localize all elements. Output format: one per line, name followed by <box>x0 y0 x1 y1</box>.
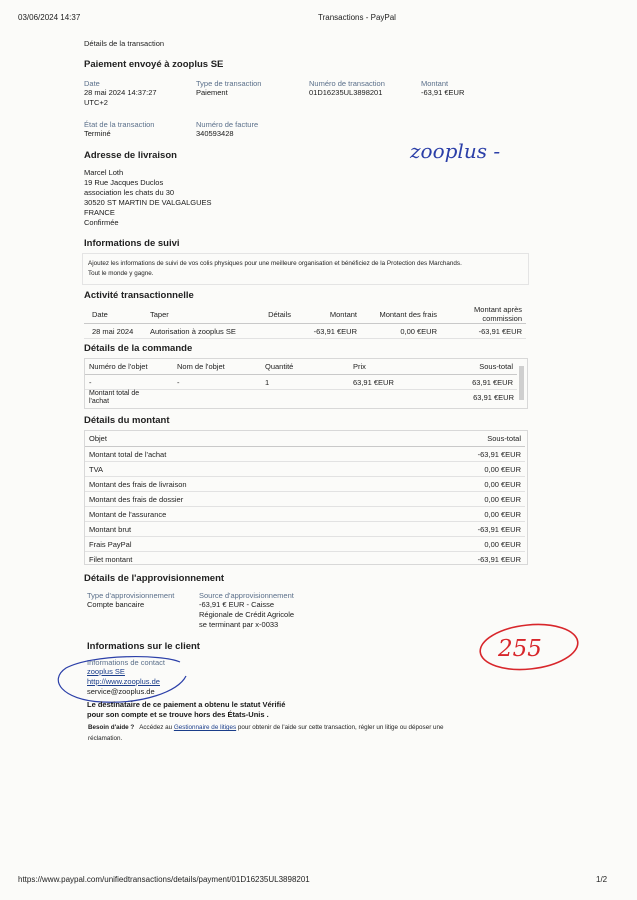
cell-label: Frais PayPal <box>85 537 381 552</box>
cell-value: 0,00 €EUR <box>381 477 525 492</box>
page-title: Détails de la transaction <box>84 39 165 48</box>
contact-label: Informations de contact <box>87 658 165 667</box>
print-datetime: 03/06/2024 14:37 <box>18 13 81 22</box>
address-line: Marcel Loth <box>84 168 124 177</box>
cell-label: Filet montant <box>89 554 133 564</box>
table-row <box>85 462 525 477</box>
state-label: État de la transaction <box>84 120 155 129</box>
amount-block <box>421 79 464 98</box>
funding-source-line: Régionale de Crédit Agricole <box>199 610 295 619</box>
print-tab-title: Transactions - PayPal <box>318 13 396 22</box>
help-text <box>88 723 518 733</box>
handwritten-number-text: 255 <box>498 636 542 662</box>
col-type: Taper <box>146 305 249 324</box>
order-total-label <box>89 390 139 406</box>
dispute-center-link[interactable]: Gestionnaire de litiges <box>173 724 237 731</box>
cell-value: -63,91 €EUR <box>477 554 521 564</box>
payment-heading: Paiement envoyé à zooplus SE <box>84 59 224 70</box>
txn-value[interactable]: 01D16235UL3898201 <box>309 88 383 97</box>
state-value: Terminé <box>84 129 111 138</box>
blue-circle-stroke <box>58 657 186 703</box>
amount-table <box>85 431 525 566</box>
cell-item-name: - <box>173 375 261 390</box>
order-header-row <box>85 359 517 375</box>
cell-value: 0,00 €EUR <box>381 507 525 522</box>
cell-fees: 0,00 €EUR <box>361 324 441 339</box>
cell-net: -63,91 €EUR <box>441 324 526 339</box>
state-block <box>84 120 154 139</box>
col-date: Date <box>84 305 146 324</box>
cell-label: Montant des frais de dossier <box>85 492 381 507</box>
col-net: Montant après commission <box>441 305 526 324</box>
table-row <box>85 477 525 492</box>
col-item-name: Nom de l'objet <box>173 359 261 375</box>
table-row[interactable] <box>84 324 526 339</box>
tracking-text-1: Ajoutez les informations de suivi de vos colis physiques pour une meilleure organisation et bénéficiez de la Protection des Marchands. <box>88 260 462 267</box>
cell-subtotal: 63,91 €EUR <box>437 375 517 390</box>
cell-label: Montant total de l'achat <box>85 447 381 462</box>
invoice-label: Numéro de facture <box>196 120 259 129</box>
help-text-c: réclamation. <box>88 735 123 742</box>
cell-label: Montant de l'assurance <box>85 507 381 522</box>
print-page-number: 1/2 <box>596 875 608 884</box>
invoice-value: 340593428 <box>196 129 234 138</box>
client-website-link[interactable]: http://www.zooplus.de <box>87 677 160 686</box>
activity-heading: Activité transactionnelle <box>84 290 194 301</box>
col-details: Détails <box>249 305 295 324</box>
activity-table <box>84 305 526 339</box>
order-heading: Détails de la commande <box>84 343 193 354</box>
activity-header-row <box>84 305 526 324</box>
order-total-value: 63,91 €EUR <box>473 393 514 402</box>
type-label: Type de transaction <box>196 79 262 88</box>
handwritten-note-text: zooplus - <box>410 139 501 163</box>
funding-source-line: se terminant par x-0033 <box>199 620 279 629</box>
order-total-label-line: Montant total de <box>89 390 140 397</box>
address-line: FRANCE <box>84 208 115 217</box>
funding-heading: Détails de l'approvisionnement <box>84 573 225 584</box>
client-heading: Informations sur le client <box>87 641 200 652</box>
txn-label: Numéro de transaction <box>309 79 385 88</box>
date-value: 28 mai 2024 14:37:27 <box>84 88 157 97</box>
shipping-address <box>84 168 212 228</box>
funding-type-value: Compte bancaire <box>87 600 145 609</box>
cell-value: 0,00 €EUR <box>381 537 525 552</box>
table-row[interactable] <box>85 375 517 390</box>
type-block <box>196 79 261 98</box>
print-url: https://www.paypal.com/unifiedtransactions/details/payment/01D16235UL3898201 <box>18 875 310 884</box>
help-text-a: Accédez au <box>139 724 173 731</box>
date-label: Date <box>84 79 100 88</box>
txn-block <box>309 79 385 98</box>
col-item-number: Numéro de l'objet <box>85 359 173 375</box>
amount-header-row <box>85 431 525 447</box>
funding-type-block <box>87 591 174 610</box>
date-timezone: UTC+2 <box>84 98 108 107</box>
col-amount: Montant <box>295 305 361 324</box>
verified-line: pour son compte et se trouve hors des États-Unis . <box>87 710 269 719</box>
cell-label: TVA <box>85 462 381 477</box>
table-row <box>85 522 525 537</box>
table-row <box>85 507 525 522</box>
col-object: Objet <box>85 431 381 447</box>
col-subtotal: Sous-total <box>437 359 517 375</box>
cell-value: -63,91 €EUR <box>381 447 525 462</box>
amount-value: -63,91 €EUR <box>421 88 465 97</box>
table-row <box>85 492 525 507</box>
address-line: association les chats du 30 <box>84 188 175 197</box>
address-status: Confirmée <box>84 218 119 227</box>
help-label: Besoin d'aide ? <box>88 724 135 731</box>
cell-item-number: - <box>85 375 173 390</box>
cell-label: Montant brut <box>85 522 381 537</box>
order-total-label-line: l'achat <box>89 398 110 405</box>
help-text-b: pour obtenir de l'aide sur cette transaction, régler un litige ou déposer une <box>237 724 444 731</box>
table-row <box>85 447 525 462</box>
cell-value: 0,00 €EUR <box>381 462 525 477</box>
funding-source-block <box>199 591 294 630</box>
order-scrollbar[interactable] <box>519 366 524 400</box>
table-row <box>85 552 525 567</box>
col-quantity: Quantité <box>261 359 349 375</box>
date-block <box>84 79 157 108</box>
handwritten-note <box>408 136 543 168</box>
funding-type-label: Type d'approvisionnement <box>87 591 175 600</box>
address-line: 30520 ST MARTIN DE VALGALGUES <box>84 198 212 207</box>
order-table <box>85 359 517 390</box>
type-value: Paiement <box>196 88 228 97</box>
funding-source-line: -63,91 € EUR - Caisse <box>199 600 275 609</box>
cell-amount: -63,91 €EUR <box>295 324 361 339</box>
amount-heading: Détails du montant <box>84 415 170 426</box>
shipping-heading: Adresse de livraison <box>84 150 177 161</box>
handwritten-circled-number <box>476 620 584 674</box>
client-name-link[interactable]: zooplus SE <box>87 667 125 676</box>
table-row <box>85 537 525 552</box>
funding-source-label: Source d'approvisionnement <box>199 591 294 600</box>
handwritten-blue-circle <box>52 654 192 706</box>
cell-value: -63,91 €EUR <box>381 522 525 537</box>
col-fees: Montant des frais <box>361 305 441 324</box>
col-subtotal: Sous-total <box>381 431 525 447</box>
amount-label: Montant <box>421 79 449 88</box>
cell-date: 28 mai 2024 <box>84 324 146 339</box>
col-price: Prix <box>349 359 437 375</box>
verified-line: Le destinataire de ce paiement a obtenu le statut Vérifié <box>87 700 286 709</box>
cell-price: 63,91 €EUR <box>349 375 437 390</box>
tracking-text-2: Tout le monde y gagne. <box>88 270 154 277</box>
client-email[interactable]: service@zooplus.de <box>87 687 155 696</box>
cell-details <box>249 324 295 339</box>
address-line: 19 Rue Jacques Duclos <box>84 178 164 187</box>
invoice-block <box>196 120 258 139</box>
cell-type: Autorisation à zooplus SE <box>146 324 249 339</box>
cell-value: 0,00 €EUR <box>381 492 525 507</box>
tracking-heading: Informations de suivi <box>84 238 180 249</box>
verified-status <box>87 700 285 720</box>
cell-label: Montant des frais de livraison <box>85 477 381 492</box>
cell-quantity: 1 <box>261 375 349 390</box>
